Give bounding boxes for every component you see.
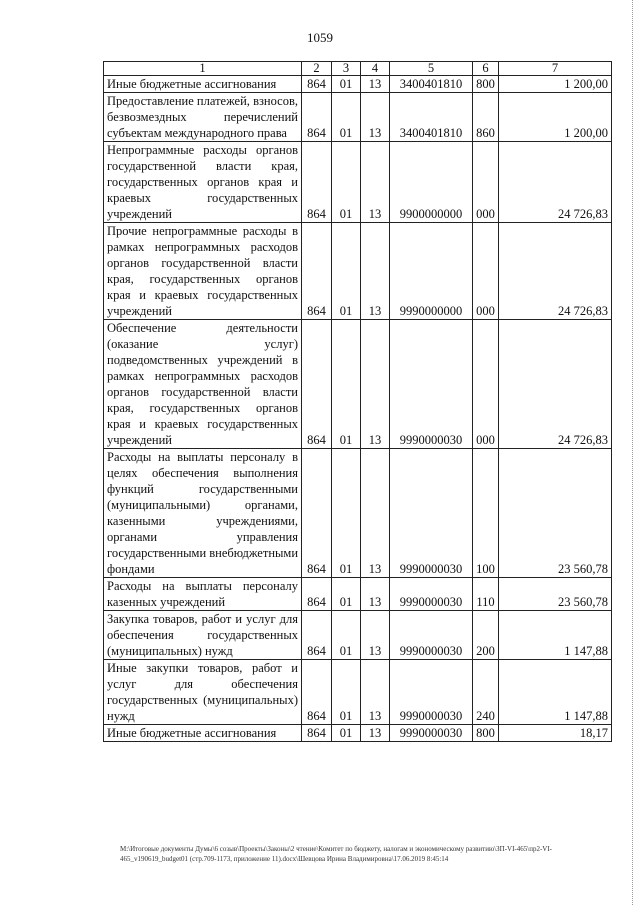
row-expense-type: 100	[473, 449, 499, 578]
row-target-code: 9990000030	[390, 578, 473, 611]
row-section-code: 01	[332, 449, 361, 578]
row-admin-code: 864	[302, 611, 332, 660]
scan-edge-line	[632, 0, 634, 905]
row-description: Расходы на выплаты персоналу в целях обеспечения выполнения функций государственными (муниципальными) органами, казенными учреждениями, органами управления государственными внебюджетными фондами	[104, 449, 302, 578]
row-amount: 23 560,78	[499, 449, 612, 578]
row-target-code: 9900000000	[390, 142, 473, 223]
table-row	[104, 93, 612, 142]
row-amount: 24 726,83	[499, 320, 612, 449]
row-target-code: 9990000030	[390, 320, 473, 449]
row-target-code: 9990000030	[390, 611, 473, 660]
row-admin-code: 864	[302, 449, 332, 578]
row-amount: 1 200,00	[499, 93, 612, 142]
header-col-1: 1	[104, 62, 302, 76]
row-expense-type: 800	[473, 725, 499, 742]
row-description: Обеспечение деятельности (оказание услуг) подведомственных учреждений в рамках непрограммных расходов органов государственной власти края, государственных органов края и краевых государственных учреждений	[104, 320, 302, 449]
header-row	[104, 62, 612, 76]
header-col-2: 2	[302, 62, 332, 76]
row-section-code: 01	[332, 611, 361, 660]
row-description: Предоставление платежей, взносов, безвозмездных перечислений субъектам международного права	[104, 93, 302, 142]
table-row	[104, 449, 612, 578]
page-number: 1059	[307, 30, 333, 45]
row-subsection-code: 13	[361, 660, 390, 725]
row-subsection-code: 13	[361, 142, 390, 223]
row-subsection-code: 13	[361, 76, 390, 93]
row-section-code: 01	[332, 223, 361, 320]
row-section-code: 01	[332, 660, 361, 725]
row-section-code: 01	[332, 142, 361, 223]
row-subsection-code: 13	[361, 449, 390, 578]
budget-table	[103, 61, 612, 742]
row-description: Расходы на выплаты персоналу казенных учреждений	[104, 578, 302, 611]
row-subsection-code: 13	[361, 725, 390, 742]
row-admin-code: 864	[302, 142, 332, 223]
row-target-code: 9990000000	[390, 223, 473, 320]
table-row	[104, 611, 612, 660]
table-row	[104, 76, 612, 93]
row-admin-code: 864	[302, 660, 332, 725]
row-target-code: 9990000030	[390, 660, 473, 725]
header-col-7: 7	[499, 62, 612, 76]
row-description: Иные бюджетные ассигнования	[104, 725, 302, 742]
row-expense-type: 000	[473, 223, 499, 320]
row-amount: 18,17	[499, 725, 612, 742]
document-path-footer: М:\Итоговые документы Думы\6 созыв\Проекты\Законы\2 чтение\Комитет по бюджету, налогам и экономическому развитию\ЗП-VI-465\пр2-VI-465_v190619_budget01 (стр.709-1173, приложение 11).docx\Шевцова Ирина Владимировна\17.06.2019 8:45:14	[120, 845, 552, 863]
row-section-code: 01	[332, 725, 361, 742]
row-expense-type: 200	[473, 611, 499, 660]
row-amount: 23 560,78	[499, 578, 612, 611]
row-subsection-code: 13	[361, 611, 390, 660]
row-description: Непрограммные расходы органов государственной власти края, государственных органов края и краевых государственных учреждений	[104, 142, 302, 223]
row-description: Прочие непрограммные расходы в рамках непрограммных расходов органов государственной власти края, государственных органов края и краевых государственных учреждений	[104, 223, 302, 320]
row-subsection-code: 13	[361, 578, 390, 611]
row-section-code: 01	[332, 578, 361, 611]
row-section-code: 01	[332, 320, 361, 449]
row-amount: 24 726,83	[499, 142, 612, 223]
row-expense-type: 800	[473, 76, 499, 93]
row-description: Иные бюджетные ассигнования	[104, 76, 302, 93]
row-description: Закупка товаров, работ и услуг для обеспечения государственных (муниципальных) нужд	[104, 611, 302, 660]
row-admin-code: 864	[302, 93, 332, 142]
row-amount: 1 147,88	[499, 611, 612, 660]
row-expense-type: 000	[473, 142, 499, 223]
row-admin-code: 864	[302, 76, 332, 93]
row-expense-type: 110	[473, 578, 499, 611]
table-row	[104, 660, 612, 725]
table-row	[104, 142, 612, 223]
row-amount: 24 726,83	[499, 223, 612, 320]
row-target-code: 3400401810	[390, 76, 473, 93]
row-target-code: 9990000030	[390, 449, 473, 578]
row-section-code: 01	[332, 76, 361, 93]
row-expense-type: 000	[473, 320, 499, 449]
row-admin-code: 864	[302, 725, 332, 742]
header-col-5: 5	[390, 62, 473, 76]
row-subsection-code: 13	[361, 223, 390, 320]
table-row	[104, 320, 612, 449]
row-target-code: 3400401810	[390, 93, 473, 142]
row-target-code: 9990000030	[390, 725, 473, 742]
table-row	[104, 578, 612, 611]
row-subsection-code: 13	[361, 320, 390, 449]
row-admin-code: 864	[302, 223, 332, 320]
row-section-code: 01	[332, 93, 361, 142]
row-expense-type: 240	[473, 660, 499, 725]
header-col-6: 6	[473, 62, 499, 76]
row-amount: 1 200,00	[499, 76, 612, 93]
header-col-3: 3	[332, 62, 361, 76]
table-row	[104, 223, 612, 320]
row-admin-code: 864	[302, 578, 332, 611]
row-subsection-code: 13	[361, 93, 390, 142]
row-amount: 1 147,88	[499, 660, 612, 725]
row-expense-type: 860	[473, 93, 499, 142]
row-admin-code: 864	[302, 320, 332, 449]
row-description: Иные закупки товаров, работ и услуг для обеспечения государственных (муниципальных) нужд	[104, 660, 302, 725]
table-row	[104, 725, 612, 742]
header-col-4: 4	[361, 62, 390, 76]
